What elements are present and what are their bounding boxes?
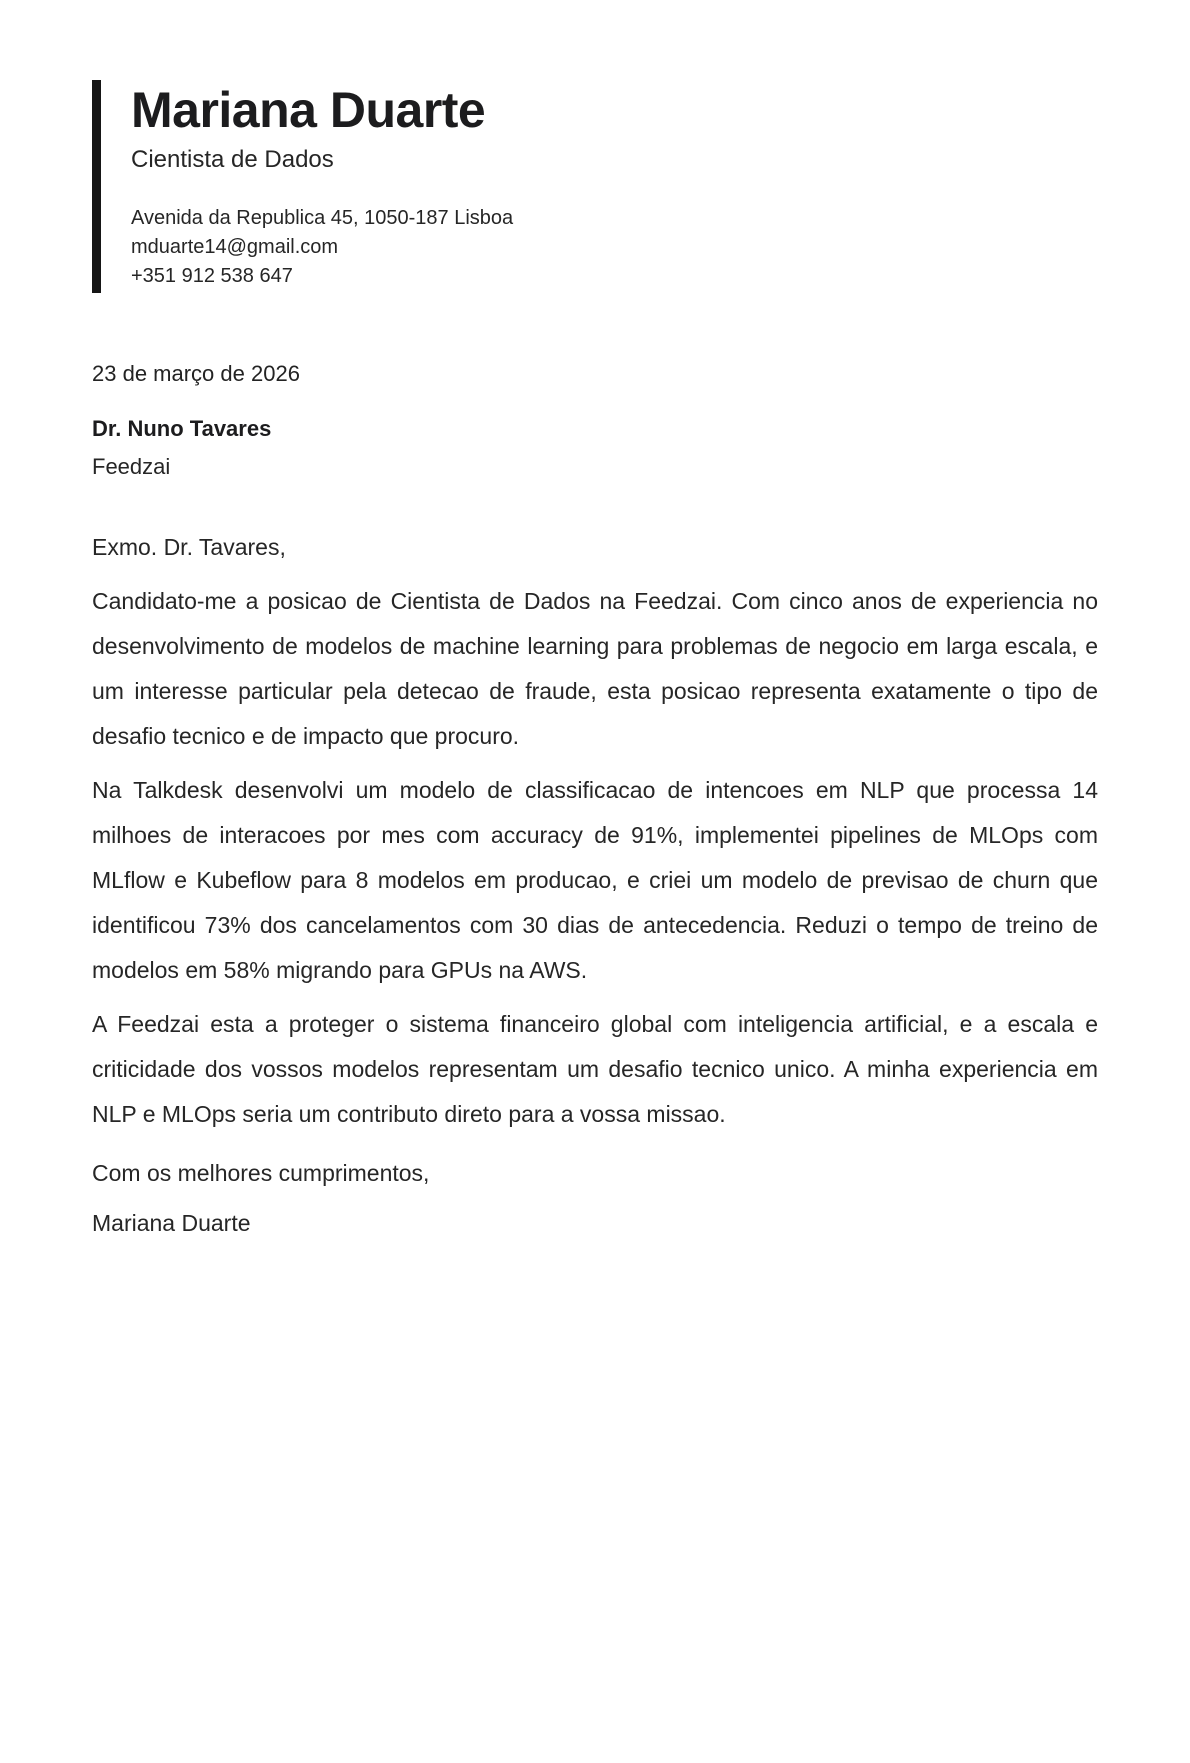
body-paragraph-3: A Feedzai esta a proteger o sistema financeiro global com inteligencia artificial, e a escala e criticidade dos vossos modelos representam um desafio tecnico unico. A minha experiencia em NLP e MLOps seria um contributo direto para a vossa missao.: [92, 1011, 1098, 1127]
sender-job-title: Cientista de Dados: [131, 146, 334, 173]
sender-phone: +351 912 538 647: [131, 265, 293, 287]
letter-header: [92, 80, 1098, 293]
sender-email: mduarte14@gmail.com: [131, 236, 339, 258]
recipient-block: [92, 414, 1098, 482]
sender-contact-block: [131, 204, 1098, 291]
sender-address: Avenida da Republica 45, 1050-187 Lisboa: [131, 207, 514, 229]
recipient-name: Dr. Nuno Tavares: [92, 416, 272, 441]
signature-name: Mariana Duarte: [92, 1210, 251, 1236]
sender-name: Mariana Duarte: [131, 82, 486, 138]
body-paragraph-2: Na Talkdesk desenvolvi um modelo de classificacao de intencoes em NLP que processa 14 milhoes de interacoes por mes com accuracy de 91%, implementei pipelines de MLOps com MLflow e Kubeflow para 8 modelos em producao, e criei um modelo de previsao de churn que identificou 73% dos cancelamentos com 30 dias de antecedencia. Reduzi o tempo de treino de modelos em 58% migrando para GPUs na AWS.: [92, 777, 1098, 983]
salutation: Exmo. Dr. Tavares,: [92, 534, 286, 560]
body-paragraph-1: Candidato-me a posicao de Cientista de Dados na Feedzai. Com cinco anos de experiencia no desenvolvimento de modelos de machine learning para problemas de negocio em larga escala, e um interesse particular pela detecao de fraude, esta posicao representa exatamente o tipo de desafio tecnico e de impacto que procuro.: [92, 588, 1098, 749]
letter-date: 23 de março de 2026: [92, 361, 300, 386]
recipient-company: Feedzai: [92, 454, 171, 479]
closing: Com os melhores cumprimentos,: [92, 1160, 430, 1186]
cover-letter-page: [0, 80, 1190, 1763]
